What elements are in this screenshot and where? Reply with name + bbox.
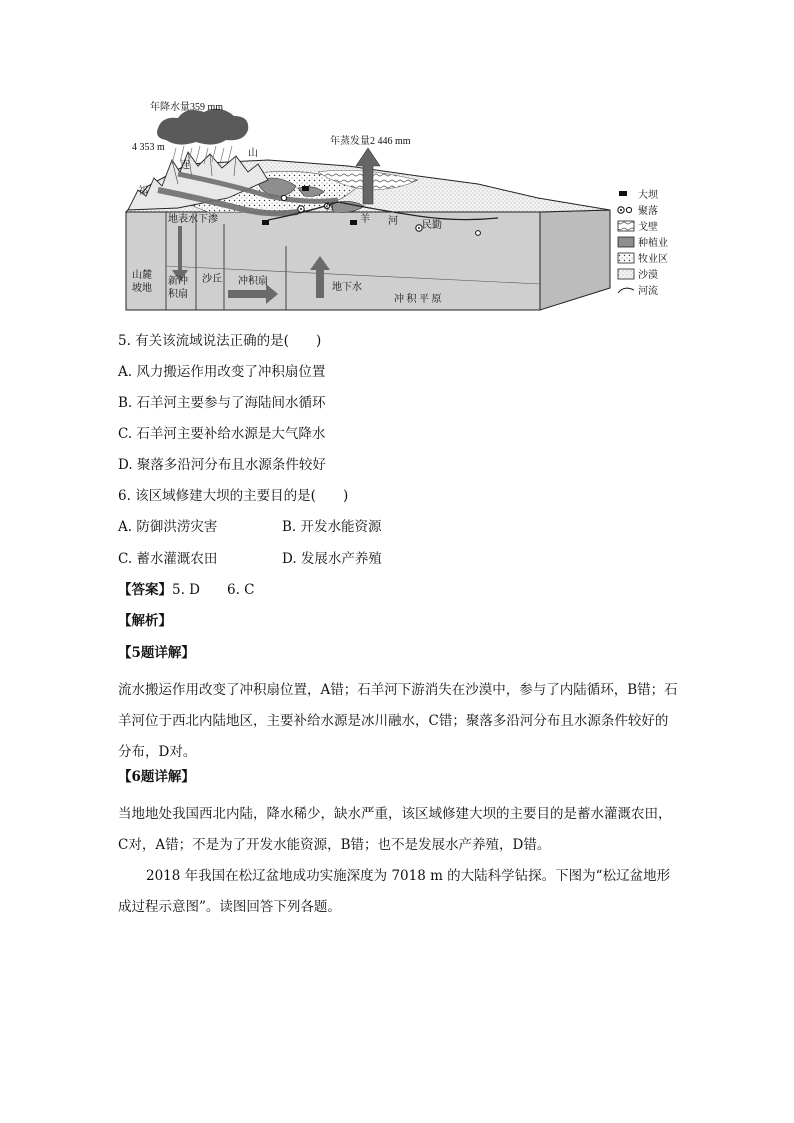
block-side-face [540, 210, 610, 310]
yang-label: 羊 [360, 214, 370, 225]
dam-icon [619, 188, 659, 201]
detail6-text: 当地地处我国西北内陆，降水稀少，缺水严重，该区域修建大坝的主要目的是蓄水灌溉农田，C对，A错；不是为了开发水能资源，B错；也不是发展水产养殖，D错。 [118, 806, 672, 853]
legend-label: 大坝 [638, 190, 658, 201]
legend [618, 188, 668, 297]
legend-label: 聚落 [638, 206, 658, 217]
q5-option-a: A. 风力搬运作用改变了冲积扇位置 [118, 364, 326, 380]
q6-stem: 6. 该区域修建大坝的主要目的是( ) [118, 488, 349, 504]
q5-option-b: B. 石羊河主要参与了海陆间水循环 [118, 395, 326, 411]
piedmont-label: 山麓坡地 [132, 270, 152, 294]
lian-label: 连 [180, 160, 190, 171]
q6-option-b: B. 开发水能资源 [282, 519, 382, 535]
dune-label: 沙丘 [202, 274, 222, 285]
gobi-icon [618, 220, 658, 233]
legend-label: 河流 [638, 286, 658, 297]
seep-label: 地表水下渗 [168, 214, 218, 225]
answer-line [118, 581, 255, 599]
legend-label: 种植业 [638, 238, 668, 249]
groundwater-label: 地下水 [332, 282, 362, 293]
qi-label: 祁 [138, 186, 148, 197]
answer-tag: 【答案】 [118, 582, 172, 598]
q5-stem: 5. 有关该流域说法正确的是( ) [118, 333, 322, 349]
watershed-diagram [118, 94, 678, 324]
legend-label: 沙漠 [638, 270, 658, 281]
detail5-text: 流水搬运作用改变了冲积扇位置，A错；石羊河下游消失在沙漠中，参与了内陆循环，B错；石羊河位于西北内陆地区，主要补给水源是冰川融水，C错；聚落多沿河分布且水源条件较好的分布，D对。 [118, 682, 678, 760]
cloud-shape [157, 109, 248, 145]
block-diagram-svg [118, 94, 678, 324]
q6-option-a: A. 防御洪涝灾害 [118, 519, 218, 535]
he-label: 河 [388, 216, 398, 227]
settlement-icon [618, 204, 658, 217]
detail5-tag: 【5题详解】 [118, 645, 195, 661]
evaporation-label: 年蒸发量2 446 mm [330, 136, 411, 147]
q6-option-c: C. 蓄水灌溉农田 [118, 551, 218, 567]
minqin-label: 民勤 [422, 220, 442, 231]
new-fan-label: 新冲积扇 [168, 276, 188, 300]
analysis-tag: 【解析】 [118, 613, 172, 629]
mountain-label: 山 [248, 148, 258, 159]
rainfall-label: 年降水量359 mm [150, 102, 224, 113]
farmland-icon [618, 236, 668, 249]
answer-text: 5. D 6. C [172, 582, 255, 598]
alluvial-fan-label: 冲积扇 [238, 276, 268, 287]
plain-label: 冲 积 平 原 [394, 294, 442, 305]
desert-icon [618, 268, 658, 281]
q6-option-d: D. 发展水产养殖 [282, 551, 382, 567]
q5-option-d: D. 聚落多沿河分布且水源条件较好 [118, 457, 326, 473]
pasture-icon [618, 252, 668, 265]
q5-option-c: C. 石羊河主要补给水源是大气降水 [118, 426, 326, 442]
altitude-label: 4 353 m [132, 142, 165, 153]
river-icon [618, 284, 658, 297]
shi-label: 石 [324, 202, 334, 213]
block-front-face [126, 212, 540, 310]
detail6-tag: 【6题详解】 [118, 769, 195, 785]
intro-paragraph: 2018 年我国在松辽盆地成功实施深度为 7018 m 的大陆科学钻探。下图为“松辽盆地形成过程示意图”。读图回答下列各题。 [118, 868, 671, 915]
legend-label: 牧业区 [638, 254, 668, 265]
legend-label: 戈壁 [638, 222, 658, 233]
